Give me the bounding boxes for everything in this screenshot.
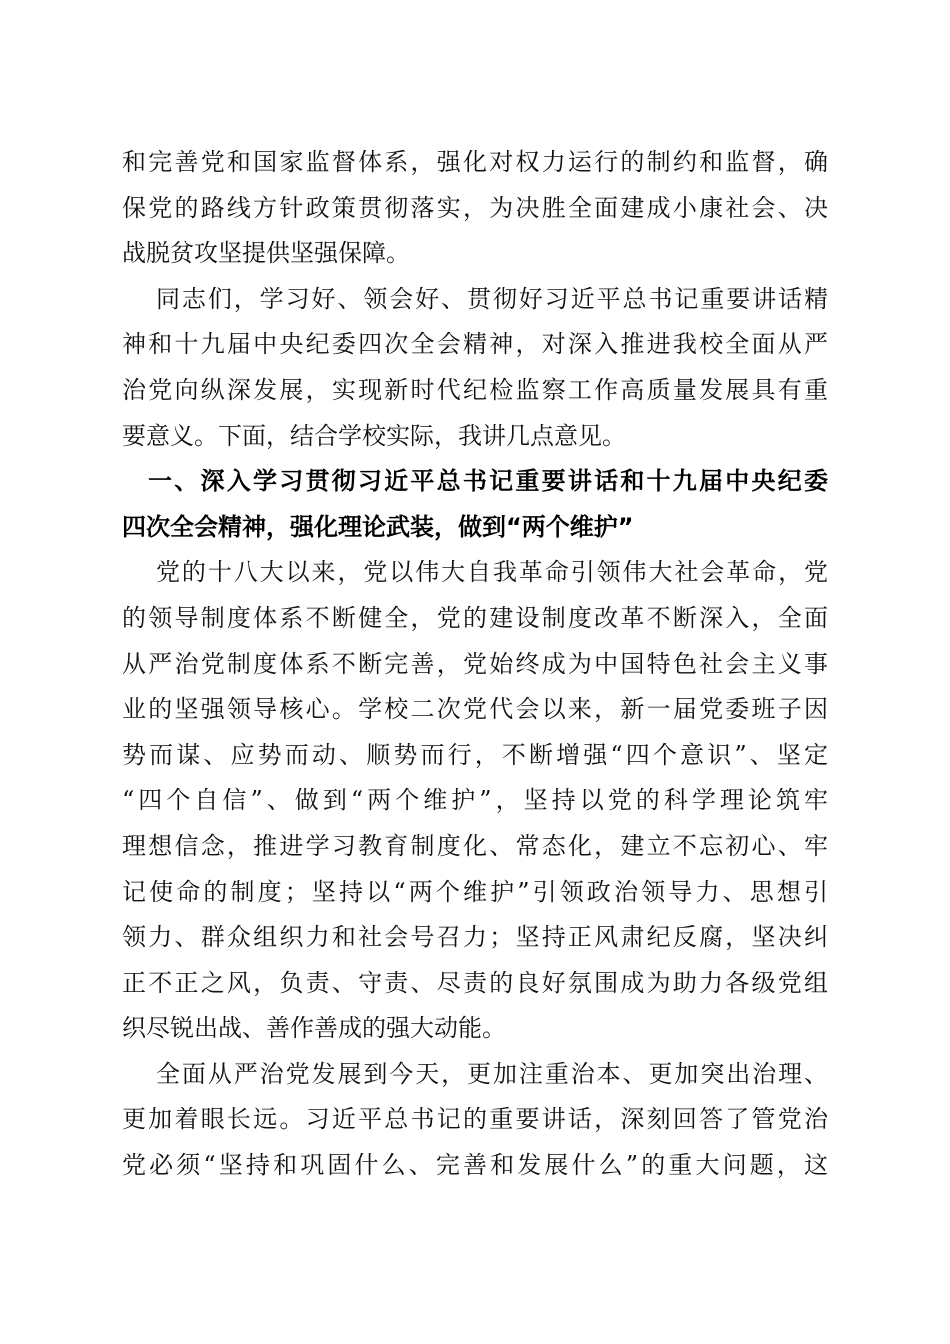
text-line: 神和十九届中央纪委四次全会精神，对深入推进我校全面从严 <box>122 330 828 359</box>
text-line: 从严治党制度体系不断完善，党始终成为中国特色社会主义事 <box>122 649 828 678</box>
text-line: 记使命的制度；坚持以“两个维护”引领政治领导力、思想引 <box>122 877 828 906</box>
text-line: 党的十八大以来，党以伟大自我革命引领伟大社会革命，党 <box>156 558 828 587</box>
heading-line: 四次全会精神，强化理论武装，做到“两个维护” <box>122 512 634 541</box>
document-page <box>122 140 828 1189</box>
paragraph-comrades <box>122 277 828 459</box>
text-line: 全面从严治党发展到今天，更加注重治本、更加突出治理、 <box>156 1059 828 1088</box>
text-line: “四个自信”、做到“两个维护”，坚持以党的科学理论筑牢 <box>122 786 828 815</box>
text-line: 治党向纵深发展，实现新时代纪检监察工作高质量发展具有重 <box>122 375 828 404</box>
text-line: 理想信念，推进学习教育制度化、常态化，建立不忘初心、牢 <box>122 831 828 860</box>
text-line: 保党的路线方针政策贯彻落实，为决胜全面建成小康社会、决 <box>122 193 828 222</box>
text-line: 势而谋、应势而动、顺势而行，不断增强“四个意识”、坚定 <box>122 740 828 769</box>
text-line: 党必须“坚持和巩固什么、完善和发展什么”的重大问题，这 <box>122 1151 828 1180</box>
text-line: 正不正之风，负责、守责、尽责的良好氛围成为助力各级党组 <box>122 968 828 997</box>
paragraph-since-18th-congress <box>122 550 828 1052</box>
text-line: 要意义。下面，结合学校实际，我讲几点意见。 <box>122 421 626 450</box>
heading-line: 一、深入学习贯彻习近平总书记重要讲话和十九届中央纪委 <box>148 467 828 496</box>
text-line: 战脱贫攻坚提供坚强保障。 <box>122 239 410 268</box>
text-line: 的领导制度体系不断健全，党的建设制度改革不断深入，全面 <box>122 603 828 632</box>
text-line: 同志们，学习好、领会好、贯彻好习近平总书记重要讲话精 <box>156 284 828 313</box>
paragraph-supervision-system <box>122 140 828 277</box>
text-line: 业的坚强领导核心。学校二次党代会以来，新一届党委班子因 <box>122 695 828 724</box>
text-line: 领力、群众组织力和社会号召力；坚持正风肃纪反腐，坚决纠 <box>122 923 828 952</box>
text-line: 织尽锐出战、善作善成的强大动能。 <box>122 1014 506 1043</box>
section-heading-one <box>122 459 828 550</box>
text-line: 和完善党和国家监督体系，强化对权力运行的制约和监督，确 <box>122 148 828 176</box>
text-line: 更加着眼长远。习近平总书记的重要讲话，深刻回答了管党治 <box>122 1105 828 1134</box>
paragraph-strict-governance-today <box>122 1052 828 1189</box>
